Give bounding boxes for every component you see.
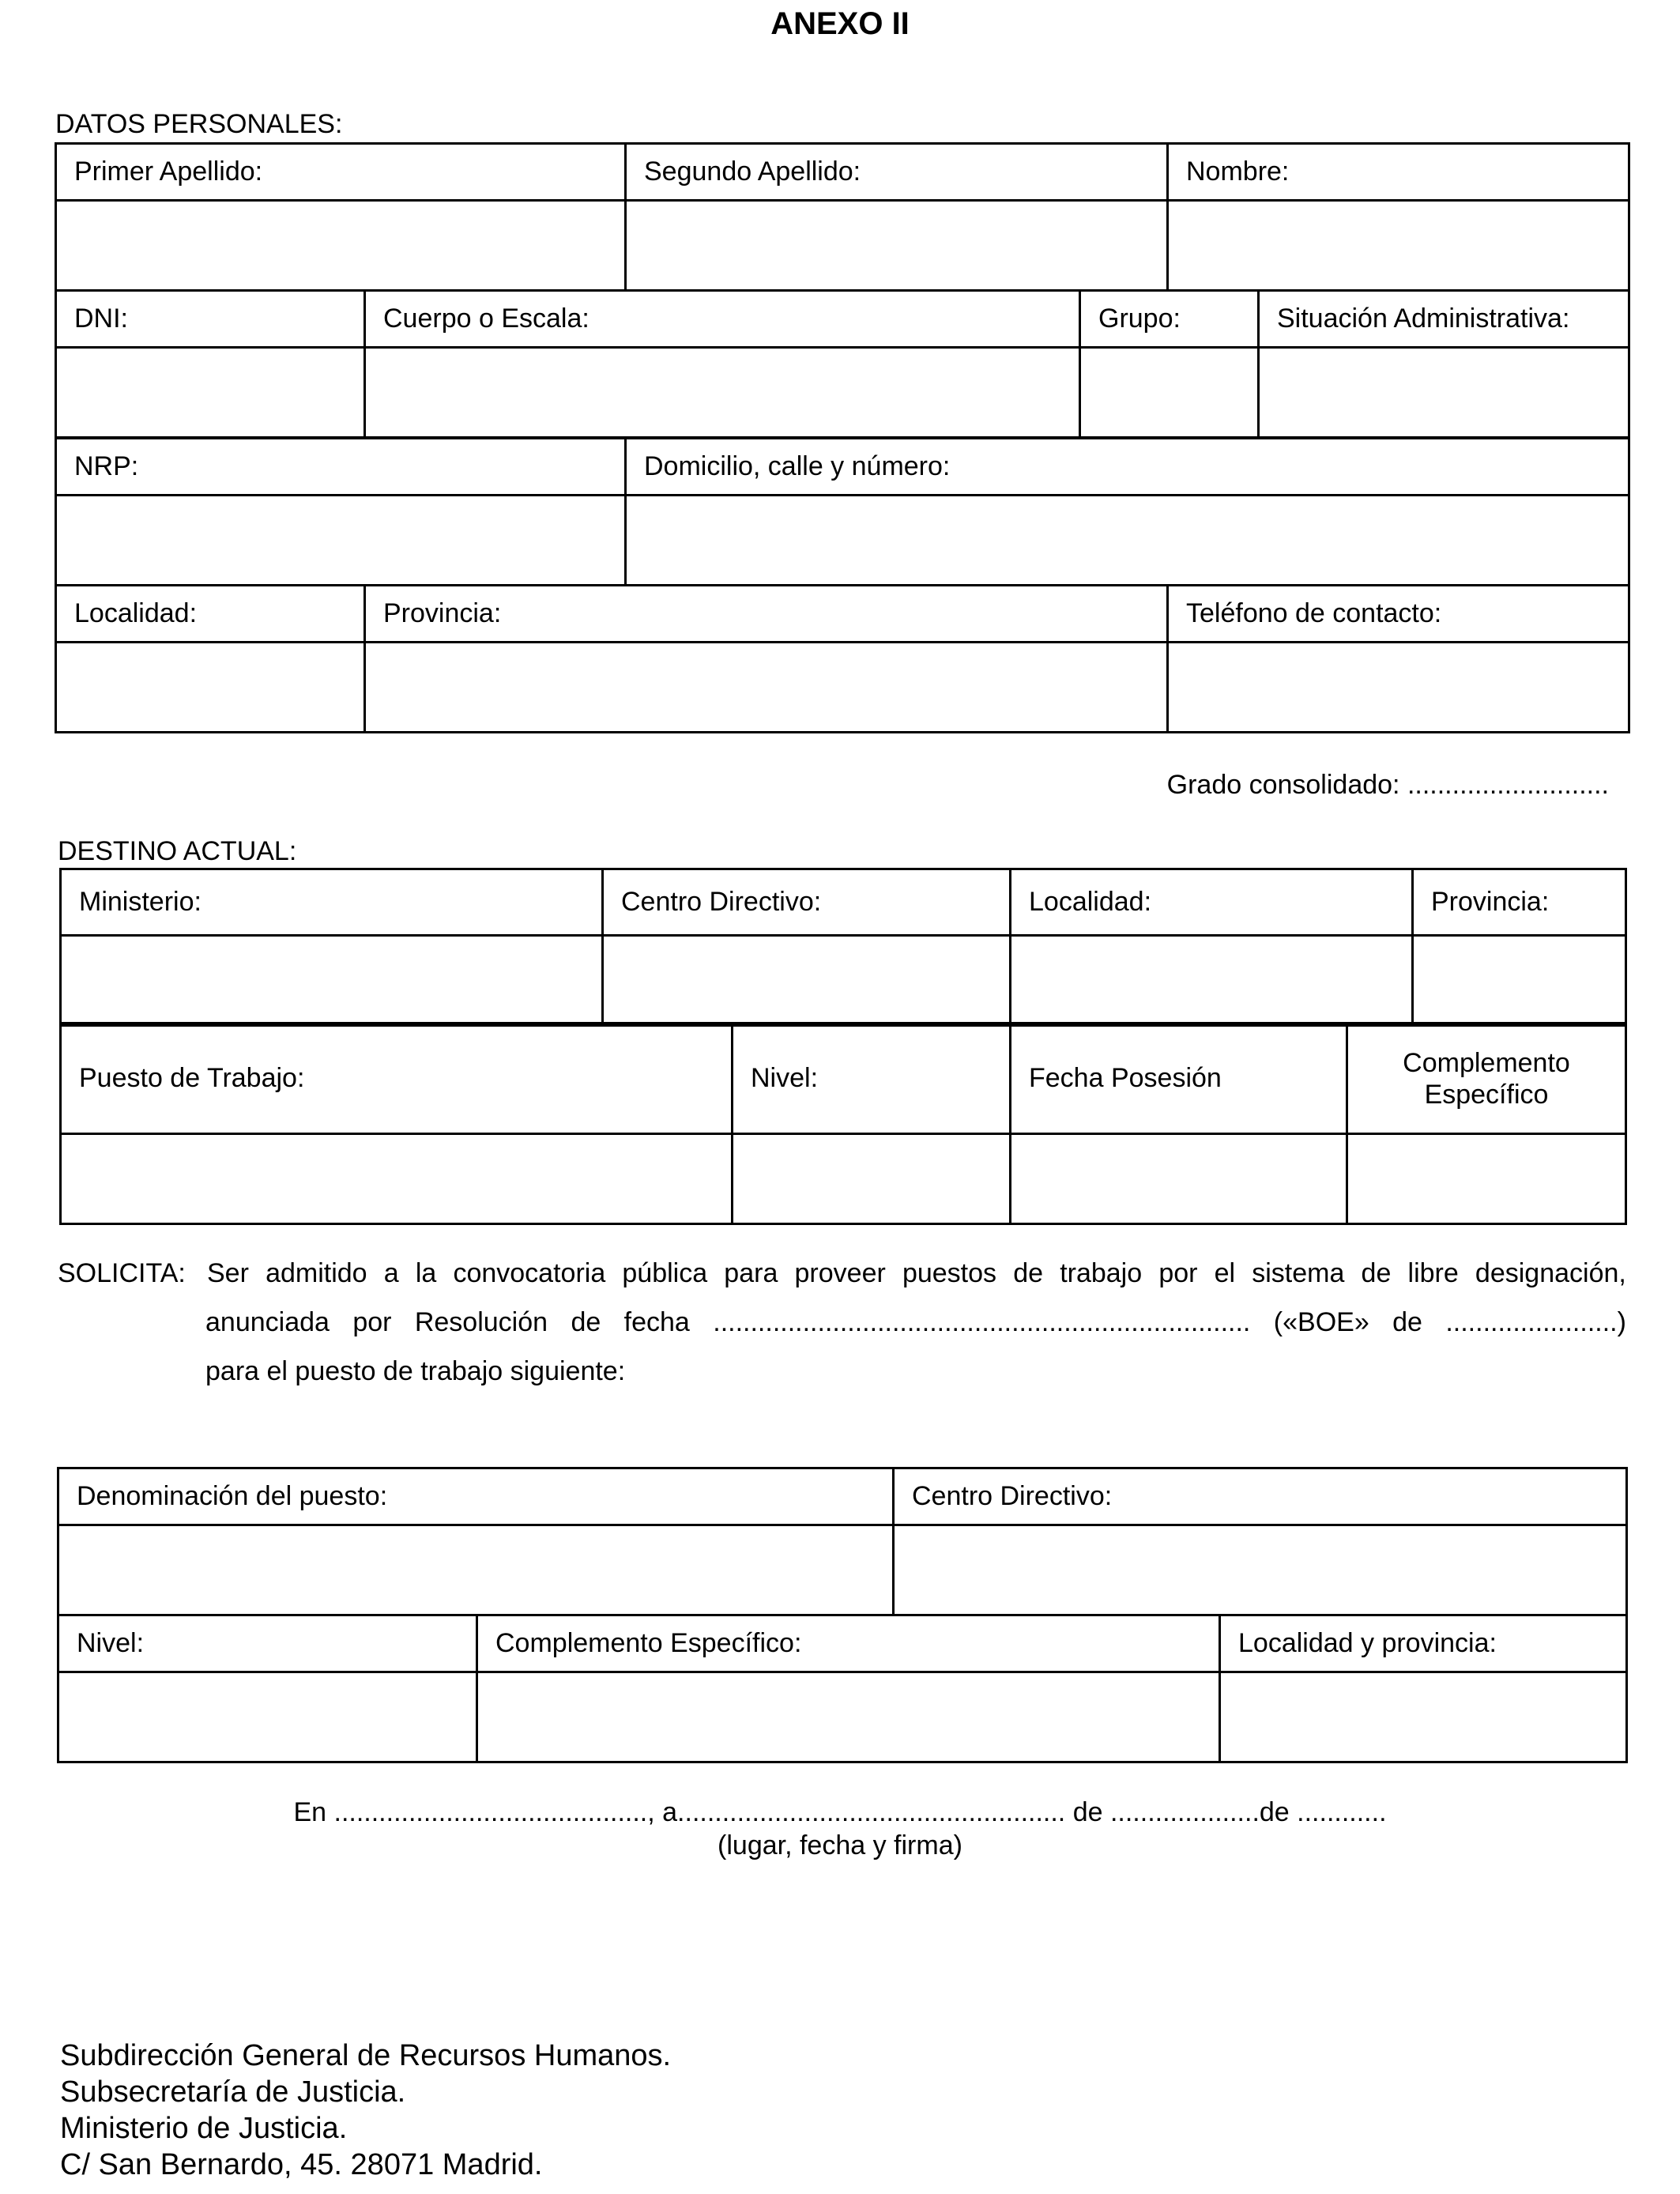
puesto-nivel-field[interactable] (58, 1672, 477, 1762)
datos-personales-label: DATOS PERSONALES: (55, 109, 343, 139)
footer-line-2: Subsecretaría de Justicia. (60, 2075, 406, 2109)
solicita-word: de (1013, 1258, 1044, 1288)
destino-actual-label: DESTINO ACTUAL: (58, 836, 297, 866)
nrp-label: NRP: (56, 439, 626, 496)
destino-localidad-field[interactable] (1011, 936, 1413, 1026)
puesto-complemento-field[interactable] (477, 1672, 1220, 1762)
solicita-label: SOLICITA: (58, 1258, 186, 1288)
ministerio-label: Ministerio: (61, 869, 603, 936)
solicita-word: libre (1407, 1258, 1459, 1288)
page-title: ANEXO II (770, 6, 910, 41)
solicita-word: Resolución (414, 1307, 548, 1337)
denominacion-puesto-label: Denominación del puesto: (58, 1468, 894, 1525)
provincia-label: Provincia: (365, 586, 1168, 643)
solicita-word: de (571, 1307, 601, 1337)
cuerpo-escala-label: Cuerpo o Escala: (365, 291, 1080, 348)
nrp-field[interactable] (56, 496, 626, 586)
cuerpo-escala-field[interactable] (365, 348, 1080, 438)
grupo-label: Grupo: (1080, 291, 1259, 348)
dni-field[interactable] (56, 348, 365, 438)
solicita-word: pública (622, 1258, 708, 1288)
solicita-word: a (383, 1258, 399, 1288)
solicita-word: anunciada (205, 1307, 330, 1337)
situacion-administrativa-field[interactable] (1259, 348, 1629, 438)
solicita-word: puestos (902, 1258, 997, 1288)
fecha-posesion-field[interactable] (1011, 1134, 1347, 1224)
fecha-posesion-label: Fecha Posesión (1011, 1023, 1347, 1134)
nombre-field[interactable] (1168, 201, 1629, 291)
segundo-apellido-field[interactable] (626, 201, 1168, 291)
datos-personales-table-3 (55, 437, 1630, 586)
puesto-trabajo-label: Puesto de Trabajo: (61, 1023, 733, 1134)
puesto-trabajo-field[interactable] (61, 1134, 733, 1224)
firma-caption: (lugar, fecha y firma) (718, 1830, 962, 1860)
solicita-word: .......................) (1445, 1307, 1626, 1337)
solicita-word: («BOE» (1273, 1307, 1369, 1337)
destino-localidad-label: Localidad: (1011, 869, 1413, 936)
datos-personales-table-2 (55, 289, 1630, 439)
solicita-word: para (724, 1258, 778, 1288)
denominacion-puesto-field[interactable] (58, 1525, 894, 1615)
destino-provincia-field[interactable] (1413, 936, 1626, 1026)
telefono-label: Teléfono de contacto: (1168, 586, 1629, 643)
solicita-line-2 (205, 1298, 1626, 1347)
solicita-word: por (352, 1307, 392, 1337)
solicita-word: admitido (266, 1258, 367, 1288)
nivel-label: Nivel: (733, 1023, 1011, 1134)
footer-line-1: Subdirección General de Recursos Humanos. (60, 2039, 672, 2072)
puesto-centro-directivo-field[interactable] (894, 1525, 1627, 1615)
solicita-word: designación, (1475, 1258, 1626, 1288)
solicita-word: fecha (623, 1307, 690, 1337)
solicita-word: la (415, 1258, 437, 1288)
primer-apellido-label: Primer Apellido: (56, 144, 626, 201)
localidad-provincia-field[interactable] (1220, 1672, 1627, 1762)
footer-line-4: C/ San Bernardo, 45. 28071 Madrid. (60, 2148, 543, 2181)
solicita-word: por (1158, 1258, 1198, 1288)
datos-personales-table-4 (55, 584, 1630, 733)
solicita-word: sistema (1252, 1258, 1345, 1288)
localidad-provincia-label: Localidad y provincia: (1220, 1615, 1627, 1672)
solicita-word: convocatoria (453, 1258, 606, 1288)
solicita-word: Ser (207, 1258, 249, 1288)
solicita-word: trabajo (1060, 1258, 1143, 1288)
destino-actual-table-1 (59, 868, 1627, 1027)
destino-provincia-label: Provincia: (1413, 869, 1626, 936)
solicita-word: el (1214, 1258, 1236, 1288)
puesto-solicitado-table-2 (57, 1614, 1628, 1763)
centro-directivo-field[interactable] (603, 936, 1011, 1026)
segundo-apellido-label: Segundo Apellido: (626, 144, 1168, 201)
telefono-field[interactable] (1168, 643, 1629, 733)
situacion-administrativa-label: Situación Administrativa: (1259, 291, 1629, 348)
domicilio-field[interactable] (626, 496, 1629, 586)
grupo-field[interactable] (1080, 348, 1259, 438)
footer-address (60, 2038, 671, 2183)
solicita-line-3: para el puesto de trabajo siguiente: (205, 1356, 626, 1386)
centro-directivo-label: Centro Directivo: (603, 869, 1011, 936)
domicilio-label: Domicilio, calle y número: (626, 439, 1629, 496)
solicita-word: ........................................................................ (713, 1307, 1251, 1337)
puesto-complemento-label: Complemento Específico: (477, 1615, 1220, 1672)
localidad-label: Localidad: (56, 586, 365, 643)
complemento-especifico-field[interactable] (1347, 1134, 1626, 1224)
grado-consolidado: Grado consolidado: ........................... (1166, 770, 1609, 800)
localidad-field[interactable] (56, 643, 365, 733)
complemento-label-line1: Complemento (1403, 1047, 1570, 1078)
solicita-word: proveer (794, 1258, 886, 1288)
datos-personales-table-1 (55, 142, 1630, 292)
provincia-field[interactable] (365, 643, 1168, 733)
solicita-line-1 (207, 1249, 1626, 1298)
puesto-centro-directivo-label: Centro Directivo: (894, 1468, 1627, 1525)
solicita-word: de (1361, 1258, 1392, 1288)
dni-label: DNI: (56, 291, 365, 348)
solicita-block (0, 1249, 1680, 1407)
complemento-label-line2: Específico (1424, 1079, 1549, 1110)
ministerio-field[interactable] (61, 936, 603, 1026)
puesto-solicitado-table-1 (57, 1467, 1628, 1616)
solicita-word: de (1392, 1307, 1422, 1337)
firma-line: En .........................................., a.................................................... de ....................de ............ (293, 1797, 1387, 1827)
nombre-label: Nombre: (1168, 144, 1629, 201)
puesto-nivel-label: Nivel: (58, 1615, 477, 1672)
nivel-field[interactable] (733, 1134, 1011, 1224)
complemento-especifico-label (1347, 1023, 1626, 1134)
destino-actual-table-2 (59, 1022, 1627, 1225)
primer-apellido-field[interactable] (56, 201, 626, 291)
footer-line-3: Ministerio de Justicia. (60, 2112, 348, 2145)
